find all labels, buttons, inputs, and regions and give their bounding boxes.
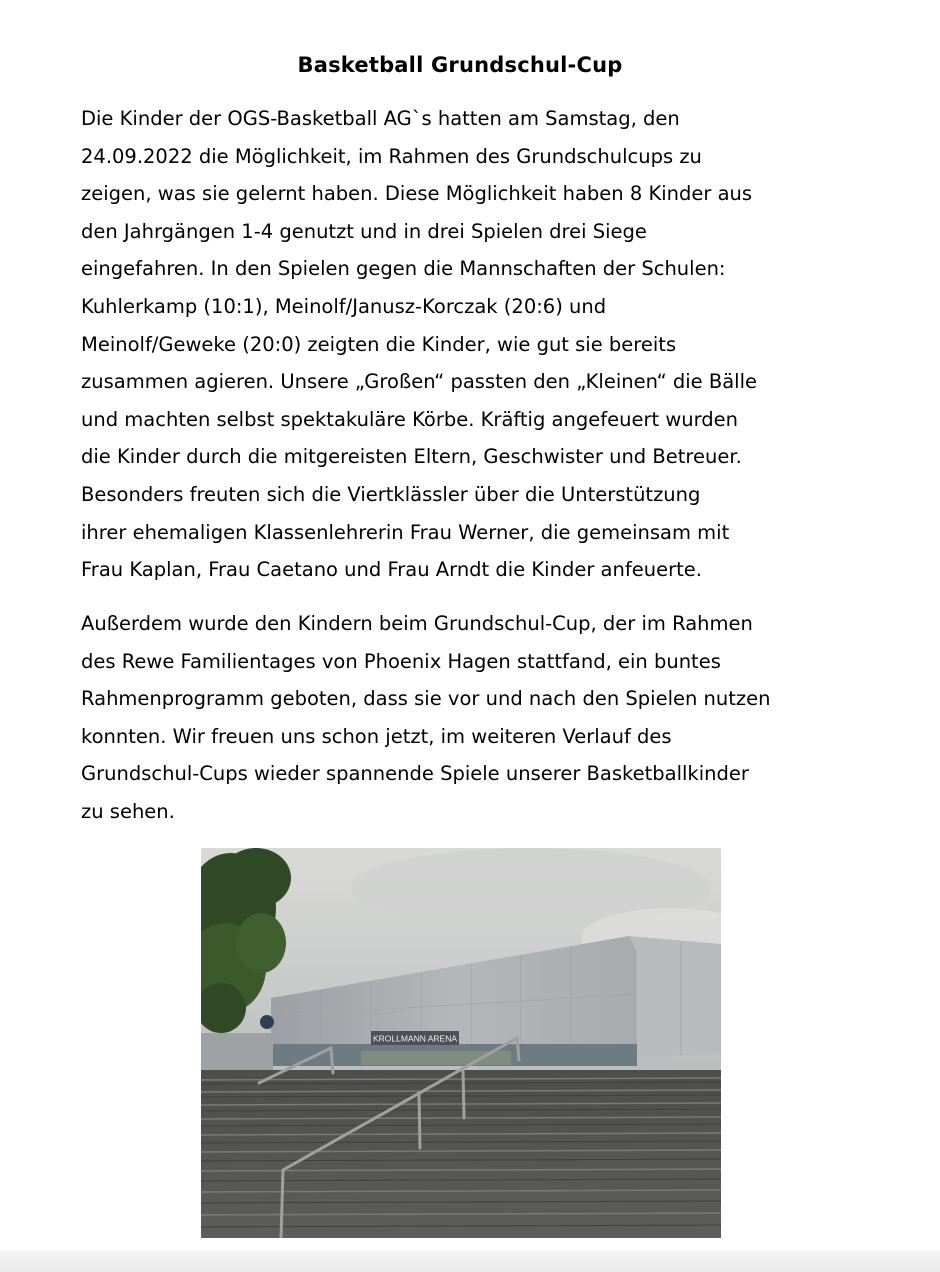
text-line: konnten. Wir freuen uns schon jetzt, im weiteren Verlauf des (81, 724, 672, 748)
text-line: Außerdem wurde den Kindern beim Grundschul-Cup, der im Rahmen (81, 612, 753, 635)
text-line: Grundschul-Cups wieder spannende Spiele unserer Basketballkinder (81, 762, 749, 786)
document-title: Basketball Grundschul-Cup (297, 53, 623, 77)
text-line: den Jahrgängen 1-4 genutzt und in drei Spielen drei Siege (81, 219, 647, 243)
text-line: die Kinder durch die mitgereisten Eltern, Geschwister und Betreuer. (81, 445, 742, 469)
text-line: ihrer ehemaligen Klassenlehrerin Frau Werner, die gemeinsam mit (81, 520, 730, 544)
text-line: und machten selbst spektakuläre Körbe. Kräftig angefeuert wurden (81, 407, 739, 431)
text-line: des Rewe Familientages von Phoenix Hagen stattfand, ein buntes (81, 649, 721, 673)
text-line: eingefahren. In den Spielen gegen die Mannschaften der Schulen: (81, 257, 726, 281)
text-line: 24.09.2022 die Möglichkeit, im Rahmen des Grundschulcups zu (81, 144, 702, 168)
text-line: zu sehen. (81, 799, 175, 823)
text-line: Rahmenprogramm geboten, dass sie vor und nach den Spielen nutzen (81, 687, 771, 711)
paragraph-2 (81, 605, 841, 831)
text-line: Frau Kaplan, Frau Caetano und Frau Arndt die Kinder anfeuerte. (81, 558, 702, 582)
arena-sign: KROLLMANN ARENA (372, 1033, 458, 1044)
paragraph-1 (81, 100, 841, 589)
text-line: Die Kinder der OGS-Basketball AG`s hatten am Samstag, den (81, 107, 680, 130)
text-line: zeigen, was sie gelernt haben. Diese Möglichkeit haben 8 Kinder aus (81, 182, 753, 206)
text-line: zusammen agieren. Unsere „Großen“ passten den „Kleinen“ die Bälle (81, 370, 758, 394)
text-line: Besonders freuten sich die Viertklässler über die Unterstützung (81, 482, 701, 506)
text-line: Meinolf/Geweke (20:0) zeigten die Kinder, wie gut sie bereits (81, 332, 677, 356)
page-bottom-edge (0, 1250, 940, 1272)
arena-photo (201, 848, 721, 1238)
text-line: Kuhlerkamp (10:1), Meinolf/Janusz-Korczak (20:6) und (81, 294, 607, 318)
